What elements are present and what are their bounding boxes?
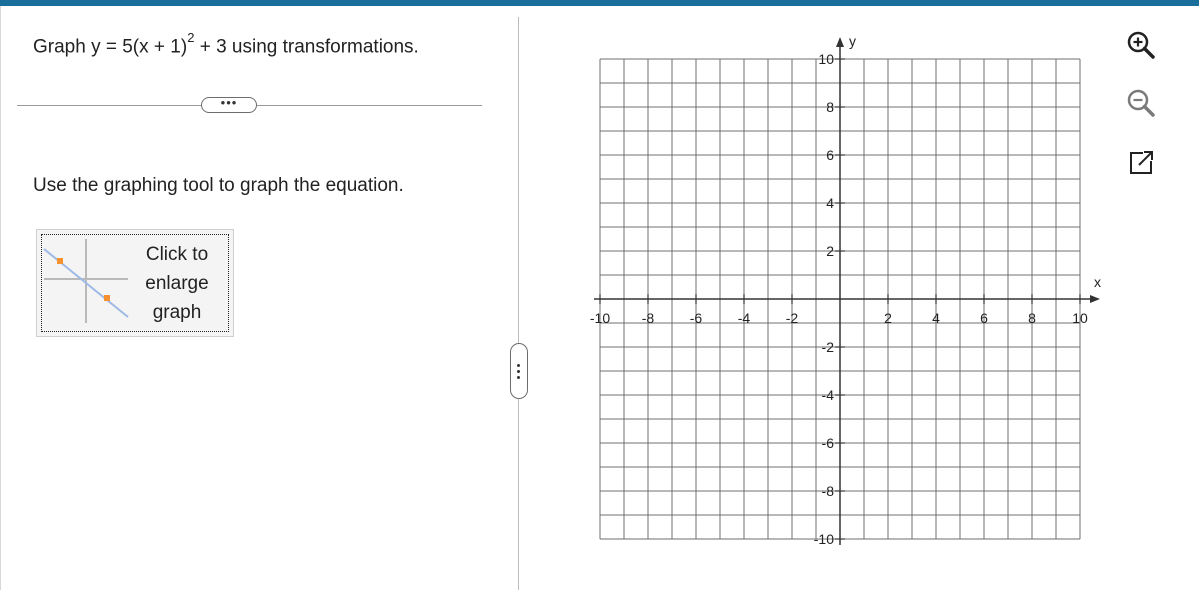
question-suffix: + 3 using transformations. [194, 36, 419, 58]
panel-divider [518, 17, 519, 590]
x-tick-label: -2 [785, 310, 799, 326]
panel-resize-handle[interactable] [510, 343, 528, 399]
enlarge-graph-label [137, 240, 217, 327]
x-tick-label: -10 [589, 310, 611, 326]
zoom-out-icon [1121, 84, 1161, 120]
y-tick-label: -10 [813, 531, 834, 547]
open-external-icon [1121, 143, 1161, 179]
enlarge-label-line-3: graph [152, 302, 202, 323]
y-tick-label: -8 [821, 483, 834, 499]
y-tick-label: 4 [826, 195, 834, 211]
coordinate-grid[interactable] [560, 25, 1100, 555]
y-tick-label: 10 [818, 51, 834, 67]
left-edge-border [0, 6, 1, 590]
x-axis-label: x [1094, 274, 1101, 290]
question-exponent: 2 [187, 30, 195, 45]
y-axis-label: y [849, 33, 856, 49]
x-tick-label: -8 [641, 310, 655, 326]
y-tick-label: 8 [826, 99, 834, 115]
graph-thumbnail-icon [42, 237, 132, 329]
y-axis-arrow [836, 37, 844, 47]
enlarge-graph-button[interactable] [36, 229, 234, 337]
y-tick-label: 6 [826, 147, 834, 163]
expand-content-button[interactable]: ••• [201, 97, 257, 113]
y-tick-label: -2 [821, 339, 834, 355]
open-graph-window-button[interactable] [1121, 143, 1161, 179]
y-tick-label: 2 [826, 243, 834, 259]
axes [594, 37, 1100, 545]
instruction-text: Use the graphing tool to graph the equation. [33, 175, 404, 196]
x-tick-label: 2 [884, 310, 892, 326]
enlarge-label-line-2: enlarge [145, 273, 209, 294]
x-axis-arrow [1090, 295, 1100, 303]
x-tick-label: 4 [932, 310, 940, 326]
zoom-in-icon [1121, 26, 1161, 62]
zoom-out-button[interactable] [1121, 84, 1161, 120]
y-tick-label: -4 [821, 387, 834, 403]
y-tick-label: -6 [821, 435, 834, 451]
x-tick-label: 6 [980, 310, 988, 326]
zoom-in-button[interactable] [1121, 26, 1161, 62]
enlarge-label-line-1: Click to [145, 244, 209, 265]
x-tick-label: 10 [1072, 310, 1088, 326]
question-text [33, 30, 419, 58]
top-bar [0, 0, 1199, 6]
x-tick-label: 8 [1028, 310, 1036, 326]
x-tick-label: -4 [737, 310, 751, 326]
question-prefix: Graph y = 5(x + 1) [33, 36, 188, 58]
x-tick-label: -6 [689, 310, 703, 326]
